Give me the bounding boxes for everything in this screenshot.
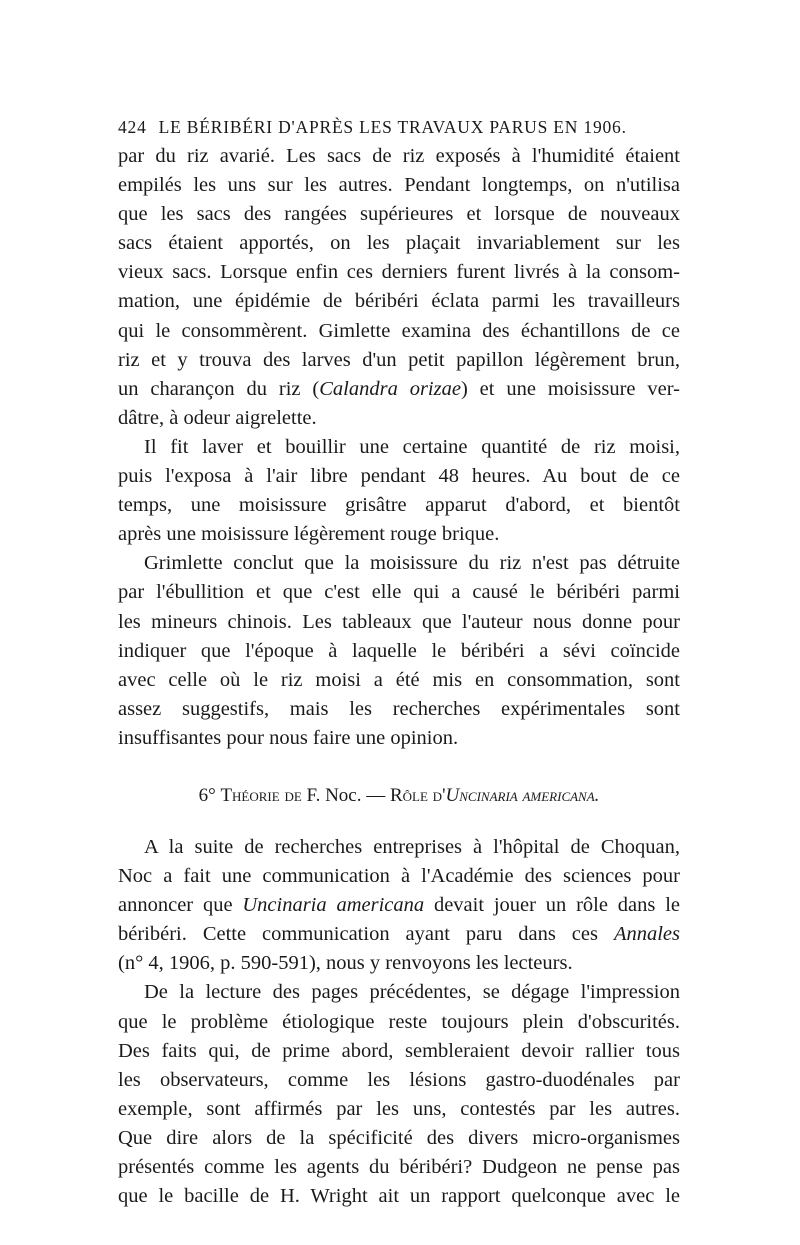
text-line: exemple, sont affirmés par les uns, contestés par les autres. [118,1097,680,1120]
text-line: temps, une moisissure grisâtre apparut d'abord, et bientôt [118,494,680,517]
page-number: 424 [118,117,147,137]
text-line: après une moisissure légèrement rouge brique. [118,523,500,546]
text-line: riz et y trouva des larves d'un petit papillon légèrement brun, [118,348,680,371]
text-line: Il fit laver et bouillir une certaine quantité de riz moisi, [144,435,680,458]
text-line: que le bacille de H. Wright ait un rapport quelconque avec le [118,1185,680,1208]
text-run: annoncer que [118,894,243,917]
section-number: 6° [198,784,216,806]
text-line: sacs étaient apportés, on les plaçait invariablement sur les [118,232,680,255]
paragraph-3 [118,549,680,753]
running-head [118,112,680,142]
text-line: qui le consommèrent. Gimlette examina des échantillons de ce [118,319,680,342]
text-line: indiquer que l'époque à laquelle le béribéri a sévi coïncide [118,639,680,662]
paragraph-1 [118,142,680,433]
text-line [118,891,680,920]
text-line: A la suite de recherches entreprises à l'hôpital de Choquan, [144,835,680,858]
species-name: Calandra orizae [319,377,461,400]
text-line: Que dire alors de la spécificité des divers micro-organismes [118,1126,680,1149]
text-run: béribéri. Cette communication ayant paru dans ces [118,923,614,946]
paragraph-5 [118,978,680,1211]
text-line: Noc a fait une communication à l'Académie des sciences pour [118,865,680,888]
text-line: Grimlette conclut que la moisissure du riz n'est pas détruite [144,552,680,575]
text-run: un charançon du riz ( [118,377,320,400]
text-line: les mineurs chinois. Les tableaux que l'auteur nous donne pour [118,610,680,633]
text-line: mation, une épidémie de béribéri éclata parmi les travailleurs [118,290,680,313]
text-line: que les sacs des rangées supérieures et lorsque de nouveaux [118,203,680,226]
text-line: présentés comme les agents du béribéri? Dudgeon ne pense pas [118,1156,680,1178]
text-line: par du riz avarié. Les sacs de riz exposés à l'humidité étaient [118,145,680,167]
text-line: avec celle où le riz moisi a été mis en consommation, sont [118,668,680,691]
text-line: les observateurs, comme les lésions gastro-duodénales par [118,1068,680,1091]
text-line: puis l'exposa à l'air libre pendant 48 heures. Au bout de ce [118,465,680,488]
text-line: De la lecture des pages précédentes, se dégage l'impression [144,981,680,1004]
text-line: vieux sacs. Lorsque enfin ces derniers furent livrés à la consom- [118,261,680,284]
text-line: par l'ébullition et que c'est elle qui a causé le béribéri parmi [118,581,680,604]
text-line: dâtre, à odeur aigrelette. [118,406,317,429]
section-dash: — [366,784,386,806]
paragraph-4 [118,833,680,978]
text-line: Des faits qui, de prime abord, sembleraient devoir rallier tous [118,1039,680,1062]
species-name: Uncinaria americana [242,894,425,917]
text-line: insuffisantes pour nous faire une opinion. [118,726,459,749]
section-author: F. Noc. [306,784,362,806]
text-line [118,920,680,949]
section-role-label: Rôle d' [389,784,446,806]
text-line: (n° 4, 1906, p. 590-591), nous y renvoyons les lecteurs. [118,952,573,975]
running-title: LE BÉRIBÉRI D'APRÈS LES TRAVAUX PARUS EN 1906. [158,117,627,137]
text-run: ) et une moisissure ver- [460,377,680,400]
journal-name: Annales [613,923,680,946]
text-line: assez suggestifs, mais les recherches expérimentales sont [118,697,680,720]
paragraph-2 [118,433,680,549]
text-line: que le problème étiologique reste toujours plein d'obscurités. [118,1010,680,1033]
text-line [118,375,680,404]
text-line: empilés les uns sur les autres. Pendant longtemps, on n'utilisa [118,174,680,197]
text-run: devait jouer un rôle dans le [424,894,680,917]
section-heading [118,781,680,811]
section-theory-label: Théorie de [220,784,302,806]
book-page [118,112,680,1211]
section-organism: Uncinaria americana. [445,784,600,806]
